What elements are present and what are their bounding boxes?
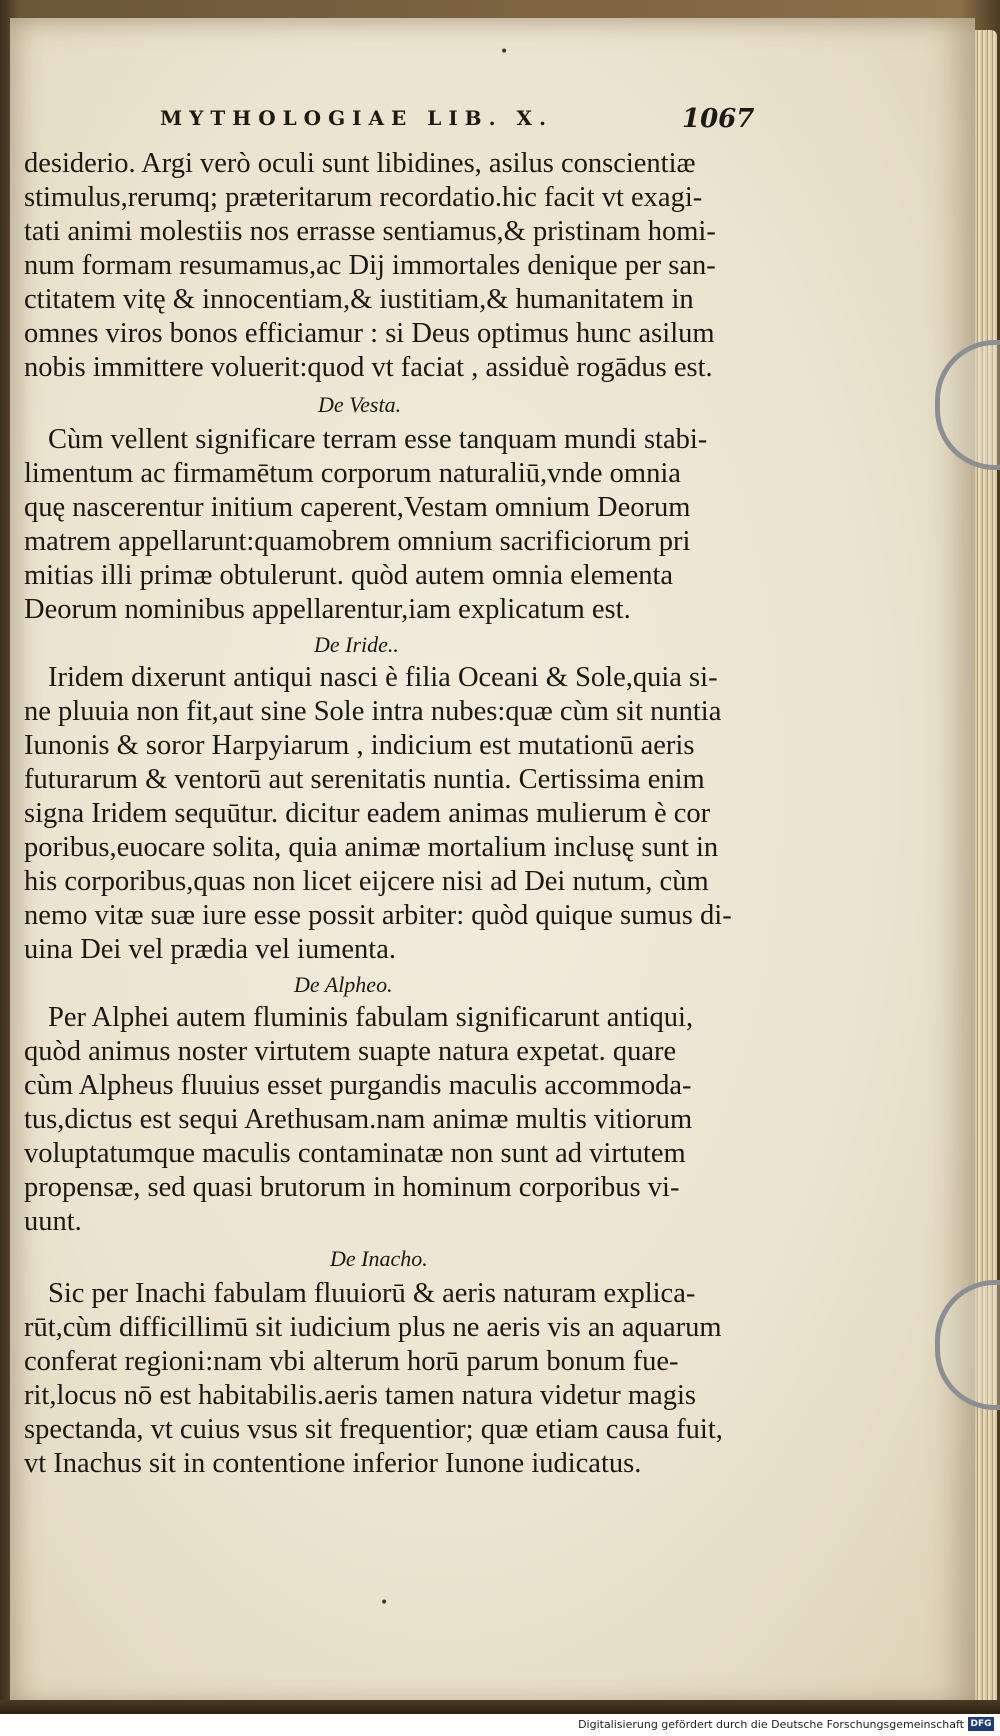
text-line: desiderio. Argi verò oculi sunt libidines, asilus conscientiæ xyxy=(24,148,696,179)
text-line: rūt,cùm difficillimū sit iudicium plus ne aeris vis an aquarum xyxy=(24,1312,722,1343)
text-line: poribus,euocare solita, quia animæ mortalium inclusę sunt in xyxy=(24,832,719,863)
section-heading-iride: De Iride.. xyxy=(314,632,399,657)
text-line: nobis immittere voluerit:quod vt faciat , assiduè rogādus est. xyxy=(24,352,713,383)
text-line: Iunonis & soror Harpyiarum , indicium est mutationū aeris xyxy=(24,730,695,761)
page-number: 1067 xyxy=(682,104,755,134)
text-line: his corporibus,quas non licet eijcere nisi ad Dei nutum, cùm xyxy=(24,866,709,897)
digitization-credit: Digitalisierung gefördert durch die Deutsche Forschungsgemeinschaft xyxy=(578,1718,964,1731)
text-line: mitias illi primæ obtulerunt. quòd autem omnia elementa xyxy=(24,560,674,591)
text-line: quòd animus noster virtutem suapte natura expetat. quare xyxy=(24,1036,677,1067)
ink-dot-bottom: • xyxy=(380,1595,389,1611)
page-edges xyxy=(975,30,997,1710)
text-line: signa Iridem sequūtur. dicitur eadem animas mulierum è cor xyxy=(24,798,711,829)
text-line: limentum ac firmamētum corporum naturaliū,vnde omnia xyxy=(24,458,681,489)
text-line: matrem appellarunt:quamobrem omnium sacrificiorum pri xyxy=(24,526,691,557)
text-line: ne pluuia non fit,aut sine Sole intra nubes:quæ cùm sit nuntia xyxy=(24,696,722,727)
section-heading-vesta: De Vesta. xyxy=(318,392,402,417)
text-line: tati animi molestiis nos errasse sentiamus,& pristinam homi- xyxy=(24,216,716,247)
text-line: Sic per Inachi fabulam fluuiorū & aeris naturam explica- xyxy=(48,1278,696,1309)
text-line: quę nascerentur initium caperent,Vestam omnium Deorum xyxy=(24,492,691,523)
book-bottom-edge xyxy=(0,1700,1000,1714)
text-line: propensæ, sed quasi brutorum in hominum corporibus vi- xyxy=(24,1172,680,1203)
text-line: spectanda, vt cuius vsus sit frequentior; quæ etiam causa fuit, xyxy=(24,1414,723,1445)
text-line: nemo vitæ suæ iure esse possit arbiter: quòd quique sumus di- xyxy=(24,900,732,931)
text-line: Deorum nominibus appellarentur,iam explicatum est. xyxy=(24,594,631,625)
text-line: vt Inachus sit in contentione inferior Iunone iudicatus. xyxy=(24,1448,642,1479)
text-line: uina Dei vel prædia vel iumenta. xyxy=(24,934,396,965)
text-line: cùm Alpheus fluuius esset purgandis maculis accommoda- xyxy=(24,1070,692,1101)
text-line: conferat regioni:nam vbi alterum horū parum bonum fue- xyxy=(24,1346,679,1377)
section-heading-alpheo: De Alpheo. xyxy=(294,972,393,997)
running-title: MYTHOLOGIAE LIB. X. xyxy=(160,106,553,130)
text-line: omnes viros bonos efficiamur : si Deus optimus hunc asilum xyxy=(24,318,715,349)
text-line: Per Alphei autem fluminis fabulam significarunt antiqui, xyxy=(48,1002,694,1033)
text-line: futurarum & ventorū aut serenitatis nuntia. Certissima enim xyxy=(24,764,705,795)
section-heading-inacho: De Inacho. xyxy=(330,1246,428,1271)
text-line: voluptatumque maculis contaminatæ non sunt ad virtutem xyxy=(24,1138,686,1169)
text-line: tus,dictus est sequi Arethusam.nam animæ multis vitiorum xyxy=(24,1104,693,1135)
text-line: uunt. xyxy=(24,1206,82,1237)
text-line: stimulus,rerumq; præteritarum recordatio.hic facit vt exagi- xyxy=(24,182,703,213)
text-line: Cùm vellent significare terram esse tanquam mundi stabi- xyxy=(48,424,708,455)
text-line: ctitatem vitę & innocentiam,& iustitiam,& humanitatem in xyxy=(24,284,694,315)
text-line: Iridem dixerunt antiqui nasci è filia Oceani & Sole,quia si- xyxy=(48,662,718,693)
text-line: num formam resumamus,ac Dij immortales denique per san- xyxy=(24,250,716,281)
ink-dot-top: • xyxy=(500,44,509,60)
dfg-logo: DFG xyxy=(968,1717,994,1731)
text-line: rit,locus nō est habitabilis.aeris tamen natura videtur magis xyxy=(24,1380,696,1411)
